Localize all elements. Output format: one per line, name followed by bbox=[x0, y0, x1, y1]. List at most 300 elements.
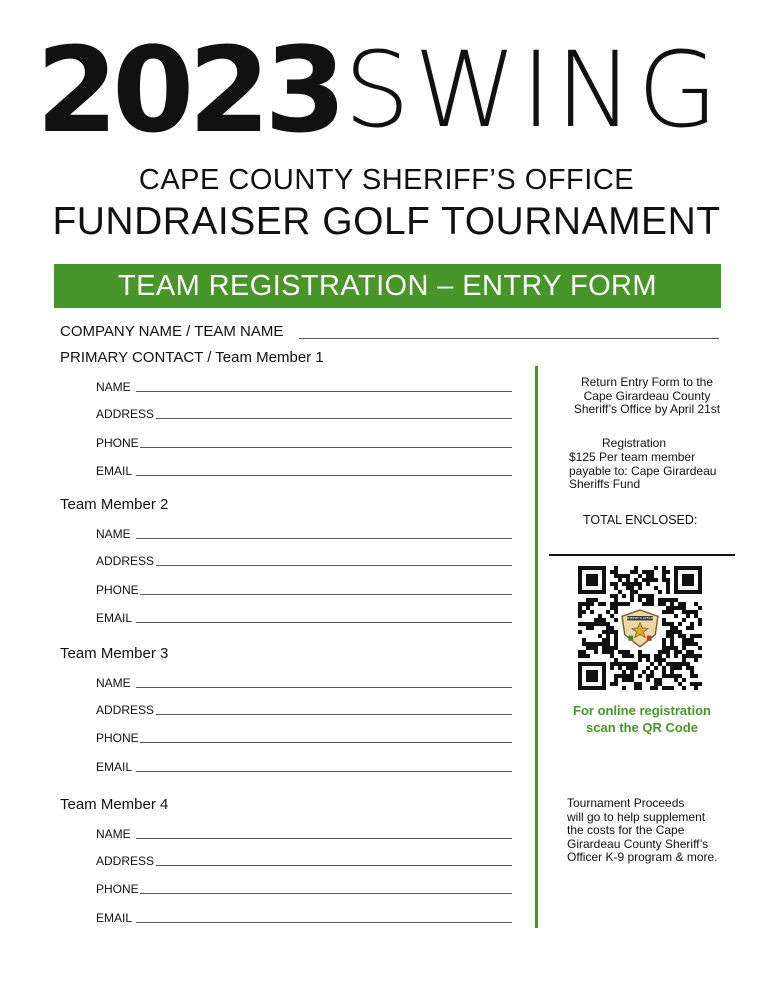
qr-module bbox=[610, 594, 614, 598]
qr-module bbox=[614, 594, 618, 598]
organization-title: CAPE COUNTY SHERIFF’S OFFICE bbox=[138, 164, 635, 196]
qr-module bbox=[654, 658, 658, 662]
qr-module bbox=[610, 654, 614, 658]
qr-module bbox=[674, 614, 678, 618]
input-line[interactable] bbox=[140, 447, 512, 448]
member-2-title: Team Member 2 bbox=[60, 496, 169, 513]
qr-module bbox=[638, 650, 642, 654]
qr-module bbox=[682, 634, 686, 638]
qr-module bbox=[638, 686, 642, 690]
qr-module bbox=[678, 606, 682, 610]
qr-module bbox=[610, 630, 614, 634]
qr-module bbox=[646, 574, 650, 578]
field-label: EMAIL bbox=[96, 464, 133, 478]
qr-module bbox=[662, 686, 666, 690]
qr-module bbox=[654, 578, 658, 582]
qr-module bbox=[618, 666, 622, 670]
qr-module bbox=[622, 670, 626, 674]
qr-module bbox=[614, 606, 618, 610]
qr-module bbox=[654, 654, 658, 658]
form-banner: TEAM REGISTRATION – ENTRY FORM bbox=[54, 264, 721, 308]
qr-module bbox=[682, 602, 686, 606]
qr-module bbox=[658, 682, 662, 686]
qr-module bbox=[578, 602, 582, 606]
qr-module bbox=[694, 658, 698, 662]
qr-module bbox=[590, 598, 594, 602]
qr-module bbox=[630, 670, 634, 674]
qr-module bbox=[634, 666, 638, 670]
qr-module bbox=[646, 658, 650, 662]
qr-module bbox=[694, 674, 698, 678]
qr-module bbox=[618, 574, 622, 578]
qr-module bbox=[650, 598, 654, 602]
qr-module bbox=[622, 686, 626, 690]
qr-module bbox=[686, 614, 690, 618]
qr-module bbox=[666, 586, 670, 590]
qr-module bbox=[686, 666, 690, 670]
qr-module bbox=[610, 606, 614, 610]
qr-module bbox=[694, 654, 698, 658]
qr-module bbox=[630, 678, 634, 682]
qr-module bbox=[698, 646, 702, 650]
qr-module bbox=[690, 626, 694, 630]
qr-module bbox=[610, 682, 614, 686]
qr-module bbox=[650, 670, 654, 674]
input-line[interactable] bbox=[156, 714, 512, 715]
registration-details: $125 Per team member payable to: Cape Girardeau Sheriffs Fund bbox=[569, 450, 717, 491]
qr-module bbox=[690, 610, 694, 614]
return-instructions: Return Entry Form to the Cape Girardeau County Sheriff’s Office by April 21st bbox=[573, 375, 721, 416]
member-3-phone-field[interactable] bbox=[96, 729, 512, 745]
qr-module bbox=[646, 678, 650, 682]
qr-module bbox=[646, 582, 650, 586]
qr-module bbox=[690, 666, 694, 670]
qr-module bbox=[690, 642, 694, 646]
qr-module bbox=[698, 654, 702, 658]
qr-module bbox=[686, 654, 690, 658]
company-input-line[interactable] bbox=[299, 338, 719, 339]
qr-module bbox=[626, 578, 630, 582]
qr-module bbox=[658, 598, 662, 602]
qr-module bbox=[634, 578, 638, 582]
qr-module bbox=[666, 686, 670, 690]
hero-title bbox=[36, 21, 756, 159]
qr-module bbox=[586, 626, 590, 630]
qr-module bbox=[578, 622, 582, 626]
input-line[interactable] bbox=[136, 922, 512, 923]
qr-module bbox=[694, 642, 698, 646]
qr-module bbox=[650, 674, 654, 678]
member-2-address-field[interactable] bbox=[96, 552, 512, 568]
qr-module bbox=[674, 666, 678, 670]
qr-module bbox=[666, 634, 670, 638]
qr-module bbox=[626, 602, 630, 606]
qr-module bbox=[682, 686, 686, 690]
qr-module bbox=[622, 678, 626, 682]
qr-module bbox=[622, 582, 626, 586]
qr-module bbox=[686, 642, 690, 646]
title-word: SWING bbox=[344, 29, 722, 151]
qr-module bbox=[602, 642, 606, 646]
qr-module bbox=[586, 598, 590, 602]
input-line[interactable] bbox=[156, 418, 512, 419]
qr-module bbox=[634, 570, 638, 574]
title-year: 2023 bbox=[36, 21, 341, 159]
qr-module bbox=[670, 646, 674, 650]
qr-module bbox=[638, 594, 642, 598]
qr-module bbox=[586, 646, 590, 650]
member-4-name-field[interactable] bbox=[96, 825, 512, 841]
qr-module bbox=[666, 650, 670, 654]
qr-module bbox=[662, 646, 666, 650]
qr-module bbox=[634, 582, 638, 586]
member-4-phone-field[interactable] bbox=[96, 880, 512, 896]
qr-module bbox=[682, 642, 686, 646]
qr-module bbox=[614, 618, 618, 622]
qr-module bbox=[638, 582, 642, 586]
qr-module bbox=[610, 662, 614, 666]
qr-module bbox=[630, 590, 634, 594]
input-line[interactable] bbox=[140, 893, 512, 894]
qr-module bbox=[690, 650, 694, 654]
qr-module bbox=[598, 622, 602, 626]
qr-module bbox=[690, 638, 694, 642]
qr-module bbox=[658, 662, 662, 666]
member-3-email-field[interactable] bbox=[96, 758, 512, 774]
sheriff-badge-icon bbox=[620, 608, 660, 648]
member-1-address-field[interactable] bbox=[96, 405, 512, 421]
qr-module bbox=[674, 654, 678, 658]
qr-module bbox=[674, 650, 678, 654]
qr-module bbox=[614, 642, 618, 646]
input-line[interactable] bbox=[136, 687, 512, 688]
qr-module bbox=[614, 630, 618, 634]
qr-module bbox=[606, 646, 610, 650]
registration-title: Registration bbox=[601, 436, 667, 450]
qr-module bbox=[622, 662, 626, 666]
field-label: EMAIL bbox=[96, 911, 133, 925]
qr-module bbox=[630, 598, 634, 602]
qr-module bbox=[678, 666, 682, 670]
qr-module bbox=[586, 602, 590, 606]
qr-module bbox=[690, 682, 694, 686]
qr-module bbox=[622, 674, 626, 678]
qr-module bbox=[682, 606, 686, 610]
qr-module bbox=[630, 662, 634, 666]
input-line[interactable] bbox=[136, 771, 512, 772]
qr-module bbox=[586, 642, 590, 646]
qr-module bbox=[594, 642, 598, 646]
qr-module bbox=[610, 650, 614, 654]
input-line[interactable] bbox=[136, 838, 512, 839]
qr-module bbox=[670, 610, 674, 614]
qr-module bbox=[682, 658, 686, 662]
qr-module bbox=[678, 662, 682, 666]
qr-module bbox=[618, 650, 622, 654]
qr-module bbox=[606, 610, 610, 614]
qr-module bbox=[698, 606, 702, 610]
qr-module bbox=[646, 598, 650, 602]
qr-module bbox=[630, 570, 634, 574]
qr-module bbox=[594, 646, 598, 650]
qr-module bbox=[658, 658, 662, 662]
qr-module bbox=[654, 678, 658, 682]
qr-module bbox=[610, 646, 614, 650]
qr-module bbox=[646, 594, 650, 598]
qr-module bbox=[674, 646, 678, 650]
qr-module bbox=[590, 602, 594, 606]
qr-module bbox=[638, 586, 642, 590]
qr-module bbox=[658, 678, 662, 682]
qr-module bbox=[682, 678, 686, 682]
qr-module bbox=[662, 638, 666, 642]
qr-module bbox=[670, 638, 674, 642]
qr-module bbox=[662, 566, 666, 570]
qr-module bbox=[614, 658, 618, 662]
qr-module bbox=[646, 666, 650, 670]
qr-module bbox=[674, 678, 678, 682]
qr-module bbox=[670, 606, 674, 610]
qr-module bbox=[666, 582, 670, 586]
qr-module bbox=[694, 602, 698, 606]
qr-module bbox=[694, 614, 698, 618]
qr-module bbox=[670, 686, 674, 690]
qr-module bbox=[678, 630, 682, 634]
input-line[interactable] bbox=[136, 622, 512, 623]
qr-module bbox=[670, 630, 674, 634]
member-3-name-field[interactable] bbox=[96, 674, 512, 690]
member-3-title: Team Member 3 bbox=[60, 645, 169, 662]
qr-module bbox=[686, 662, 690, 666]
qr-module bbox=[614, 678, 618, 682]
qr-module bbox=[682, 662, 686, 666]
qr-module bbox=[626, 582, 630, 586]
qr-module bbox=[658, 650, 662, 654]
qr-module bbox=[630, 586, 634, 590]
input-line[interactable] bbox=[156, 565, 512, 566]
qr-module bbox=[650, 602, 654, 606]
qr-module bbox=[662, 574, 666, 578]
qr-module bbox=[578, 650, 582, 654]
qr-module bbox=[626, 666, 630, 670]
qr-module bbox=[606, 650, 610, 654]
qr-module bbox=[662, 610, 666, 614]
qr-module bbox=[590, 622, 594, 626]
qr-module bbox=[614, 602, 618, 606]
qr-module bbox=[678, 634, 682, 638]
qr-module bbox=[622, 650, 626, 654]
qr-module bbox=[666, 662, 670, 666]
qr-module bbox=[670, 622, 674, 626]
qr-module bbox=[678, 682, 682, 686]
qr-module bbox=[666, 674, 670, 678]
qr-module bbox=[586, 606, 590, 610]
qr-module bbox=[638, 674, 642, 678]
member-1-phone-field[interactable] bbox=[96, 434, 512, 450]
field-label: PHONE bbox=[96, 583, 139, 597]
qr-module bbox=[618, 578, 622, 582]
qr-module bbox=[694, 686, 698, 690]
field-label: NAME bbox=[96, 380, 131, 394]
qr-module bbox=[578, 614, 582, 618]
qr-module bbox=[674, 662, 678, 666]
member-2-name-field[interactable] bbox=[96, 525, 512, 541]
input-line[interactable] bbox=[140, 742, 512, 743]
member-1-name-field[interactable] bbox=[96, 378, 512, 394]
qr-module bbox=[602, 618, 606, 622]
qr-module bbox=[594, 650, 598, 654]
qr-module bbox=[634, 590, 638, 594]
qr-module bbox=[582, 602, 586, 606]
field-label: EMAIL bbox=[96, 760, 133, 774]
registration-qr-code[interactable] bbox=[578, 565, 702, 691]
qr-module bbox=[694, 682, 698, 686]
qr-module bbox=[642, 594, 646, 598]
qr-module bbox=[674, 674, 678, 678]
qr-module bbox=[582, 638, 586, 642]
qr-module bbox=[582, 610, 586, 614]
qr-module bbox=[662, 670, 666, 674]
qr-module bbox=[594, 618, 598, 622]
qr-module bbox=[614, 634, 618, 638]
qr-module bbox=[610, 666, 614, 670]
qr-module bbox=[614, 646, 618, 650]
qr-module bbox=[594, 598, 598, 602]
qr-module bbox=[638, 654, 642, 658]
qr-module bbox=[670, 598, 674, 602]
qr-module bbox=[634, 566, 638, 570]
qr-module bbox=[582, 650, 586, 654]
qr-module bbox=[590, 610, 594, 614]
qr-module bbox=[686, 638, 690, 642]
qr-module bbox=[630, 654, 634, 658]
qr-module bbox=[614, 586, 618, 590]
qr-module bbox=[586, 654, 590, 658]
qr-module bbox=[618, 674, 622, 678]
qr-module bbox=[694, 610, 698, 614]
qr-module bbox=[614, 662, 618, 666]
qr-module bbox=[650, 594, 654, 598]
field-label: NAME bbox=[96, 827, 131, 841]
qr-module bbox=[598, 614, 602, 618]
qr-module bbox=[666, 654, 670, 658]
member-4-email-field[interactable] bbox=[96, 909, 512, 925]
field-label: ADDRESS bbox=[96, 703, 155, 717]
member-4-title: Team Member 4 bbox=[60, 796, 169, 813]
qr-module bbox=[674, 630, 678, 634]
qr-module bbox=[630, 666, 634, 670]
qr-module bbox=[654, 686, 658, 690]
input-line[interactable] bbox=[140, 594, 512, 595]
qr-module bbox=[662, 666, 666, 670]
qr-module bbox=[686, 610, 690, 614]
qr-module bbox=[698, 622, 702, 626]
qr-module bbox=[666, 646, 670, 650]
qr-module bbox=[606, 642, 610, 646]
qr-module bbox=[666, 630, 670, 634]
qr-module bbox=[610, 582, 614, 586]
input-line[interactable] bbox=[136, 538, 512, 539]
qr-module bbox=[614, 610, 618, 614]
qr-module bbox=[674, 598, 678, 602]
qr-module bbox=[614, 682, 618, 686]
qr-module bbox=[670, 626, 674, 630]
qr-module bbox=[630, 594, 634, 598]
field-label: EMAIL bbox=[96, 611, 133, 625]
qr-module bbox=[590, 626, 594, 630]
qr-module bbox=[638, 682, 642, 686]
total-enclosed-label: TOTAL ENCLOSED: bbox=[583, 513, 698, 527]
qr-module bbox=[662, 658, 666, 662]
qr-module bbox=[630, 674, 634, 678]
event-title: FUNDRAISER GOLF TOURNAMENT bbox=[52, 200, 721, 243]
qr-module bbox=[622, 654, 626, 658]
qr-module bbox=[626, 654, 630, 658]
qr-module bbox=[614, 574, 618, 578]
column-divider bbox=[535, 366, 538, 928]
field-label: NAME bbox=[96, 527, 131, 541]
qr-module bbox=[654, 682, 658, 686]
input-line[interactable] bbox=[136, 475, 512, 476]
qr-module bbox=[646, 654, 650, 658]
qr-module bbox=[682, 610, 686, 614]
qr-finder-bottom-left bbox=[578, 662, 606, 690]
qr-module bbox=[642, 654, 646, 658]
member-1-email-field[interactable] bbox=[96, 462, 512, 478]
qr-module bbox=[678, 622, 682, 626]
qr-module bbox=[662, 602, 666, 606]
qr-module bbox=[670, 670, 674, 674]
qr-module bbox=[614, 566, 618, 570]
qr-module bbox=[682, 654, 686, 658]
qr-module bbox=[686, 650, 690, 654]
qr-module bbox=[618, 590, 622, 594]
qr-module bbox=[670, 674, 674, 678]
qr-module bbox=[678, 650, 682, 654]
qr-module bbox=[634, 686, 638, 690]
qr-module bbox=[618, 602, 622, 606]
qr-module bbox=[686, 626, 690, 630]
qr-module bbox=[606, 622, 610, 626]
input-line[interactable] bbox=[136, 391, 512, 392]
qr-module bbox=[670, 602, 674, 606]
qr-module bbox=[650, 578, 654, 582]
qr-module bbox=[650, 574, 654, 578]
qr-module bbox=[646, 602, 650, 606]
qr-module bbox=[622, 594, 626, 598]
qr-module bbox=[638, 658, 642, 662]
member-2-phone-field[interactable] bbox=[96, 581, 512, 597]
qr-module bbox=[674, 606, 678, 610]
qr-module bbox=[666, 590, 670, 594]
qr-module bbox=[626, 674, 630, 678]
qr-module bbox=[582, 654, 586, 658]
qr-module bbox=[626, 574, 630, 578]
member-3-address-field[interactable] bbox=[96, 701, 512, 717]
qr-module bbox=[650, 570, 654, 574]
member-4-address-field[interactable] bbox=[96, 852, 512, 868]
member-2-email-field[interactable] bbox=[96, 609, 512, 625]
qr-module bbox=[690, 622, 694, 626]
qr-module bbox=[626, 586, 630, 590]
input-line[interactable] bbox=[156, 865, 512, 866]
qr-module bbox=[630, 582, 634, 586]
qr-finder-top-right bbox=[674, 566, 702, 594]
total-enclosed-line[interactable] bbox=[549, 554, 735, 556]
qr-module bbox=[654, 666, 658, 670]
qr-module bbox=[634, 662, 638, 666]
qr-module bbox=[658, 590, 662, 594]
